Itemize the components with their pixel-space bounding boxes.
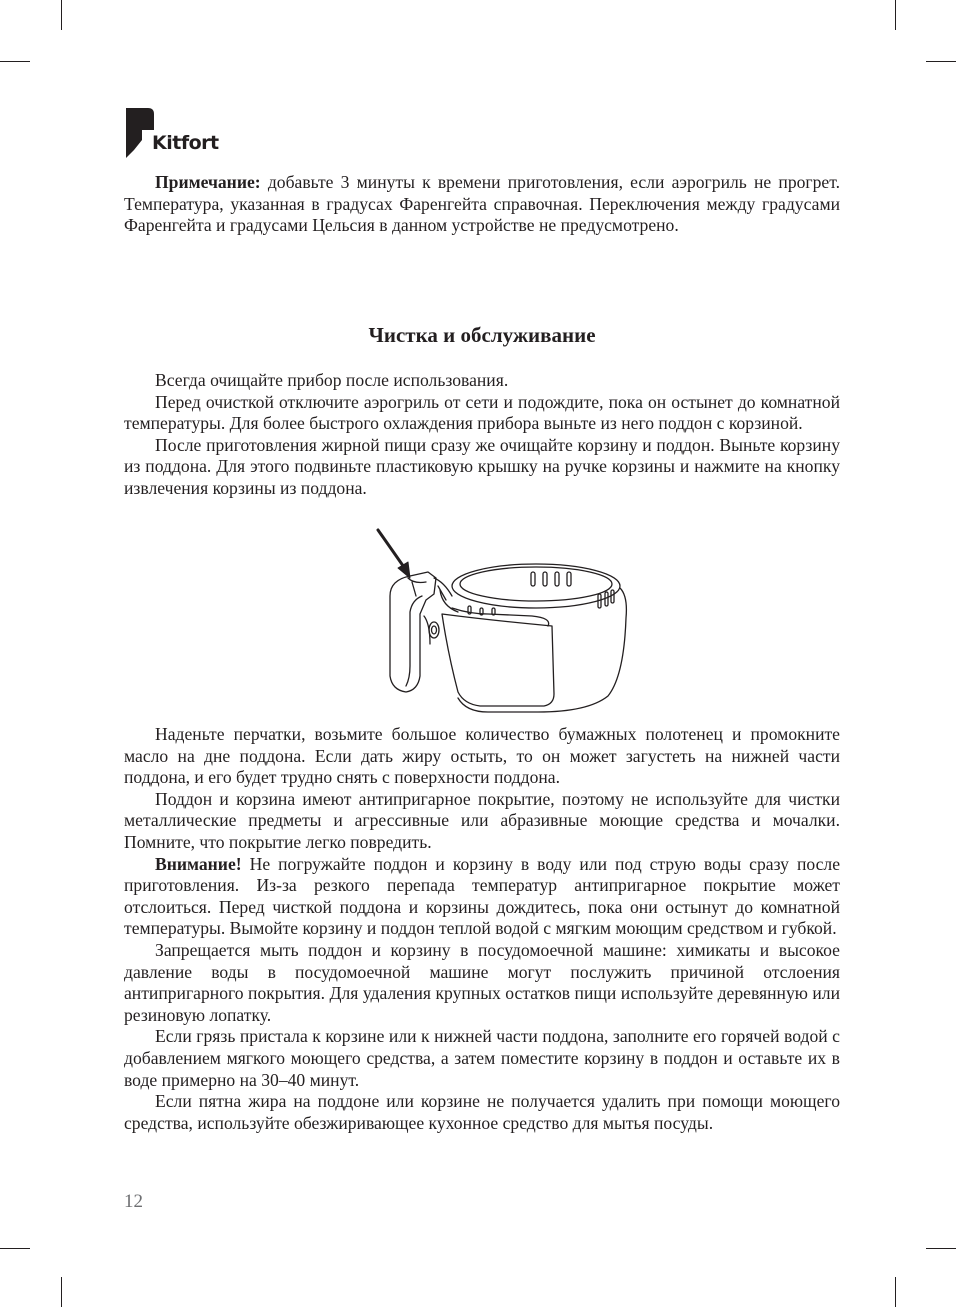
note-text: добавьте 3 минуты к времени приготовления, если аэрогриль не прогрет. Температура, указанная в градусах Фаренгейта справочная. Переключения между градусами Фаренгейта и градусами Цельсия в данном устройстве не предусмотрено. [124,172,840,236]
note-paragraph [124,172,840,237]
brand-logo-icon [124,106,154,158]
paragraph: Наденьте перчатки, возьмите большое количество бумажных полотенец и промокните масло на дне поддона. Если дать жиру остыть, то он может загустеть на нижней части поддона, и его будет трудно снять с поверхности поддона. [124,724,840,788]
paragraph: Поддон и корзина имеют антипригарное покрытие, поэтому не используйте для чистки металлические предметы и агрессивные или абразивные моющие средства и мочалки. Помните, что покрытие легко повредить. [124,788,840,852]
brand-logo [124,106,234,158]
paragraph: Если пятна жира на поддоне или корзине не получается удалить при помощи моющего средства, используйте обезжиривающее кухонное средство для мытья посуды. [124,1091,840,1133]
crop-mark [895,1277,896,1307]
warning-paragraph [124,854,840,940]
crop-mark [0,61,30,62]
note-label: Примечание: [155,172,261,192]
crop-mark [926,61,956,62]
airfryer-basket-icon [368,526,634,718]
crop-mark [61,1277,62,1307]
airfryer-basket-illustration [368,526,634,718]
crop-mark [0,1248,30,1249]
paragraph: Перед очисткой отключите аэрогриль от сети и подождите, пока он остынет до комнатной температуры. Для более быстрого охлаждения прибора выньте из него поддон с корзиной. [124,391,840,434]
section-title: Чистка и обслуживание [368,323,596,347]
crop-mark [926,1248,956,1249]
paragraph: Всегда очищайте прибор после использования. [155,370,509,390]
intro-text-block [124,370,840,500]
care-text-block [124,724,840,1134]
paragraph: Запрещается мыть поддон и корзину в посудомоечной машине: химикаты и высокое давление воды в посудомоечной машине могут послужить причиной отслоения антипригарного покрытия. Для удаления крупных остатков пищи используйте деревянную или резиновую лопатку. [124,939,840,1025]
brand-name: Kitfort [152,132,219,154]
note-block [124,172,840,237]
crop-mark [895,0,896,30]
paragraph: После приготовления жирной пищи сразу же очищайте корзину и поддон. Выньте корзину из поддона. Для этого подвиньте пластиковую крышку на ручке корзины и нажмите на кнопку извлечения корзины из поддона. [124,434,840,498]
warning-label: Внимание! [155,853,242,874]
page-number: 12 [124,1191,143,1212]
paragraph: Если грязь пристала к корзине или к нижней части поддона, заполните его горячей водой с добавлением мягкого моющего средства, а затем поместите корзину в поддон и оставьте их в воде примерно на 30–40 минут. [124,1026,840,1090]
crop-mark [61,0,62,30]
warning-text: Не погружайте поддон и корзину в воду или под струю воды сразу после приготовления. Из-за резкого перепада температур антипригарное покрытие может отслоиться. Перед чисткой поддона и корзины дождитесь, пока они остынут до комнатной температуры. Вымойте корзину и поддон теплой водой с мягким моющим средством и губкой. [124,853,840,939]
